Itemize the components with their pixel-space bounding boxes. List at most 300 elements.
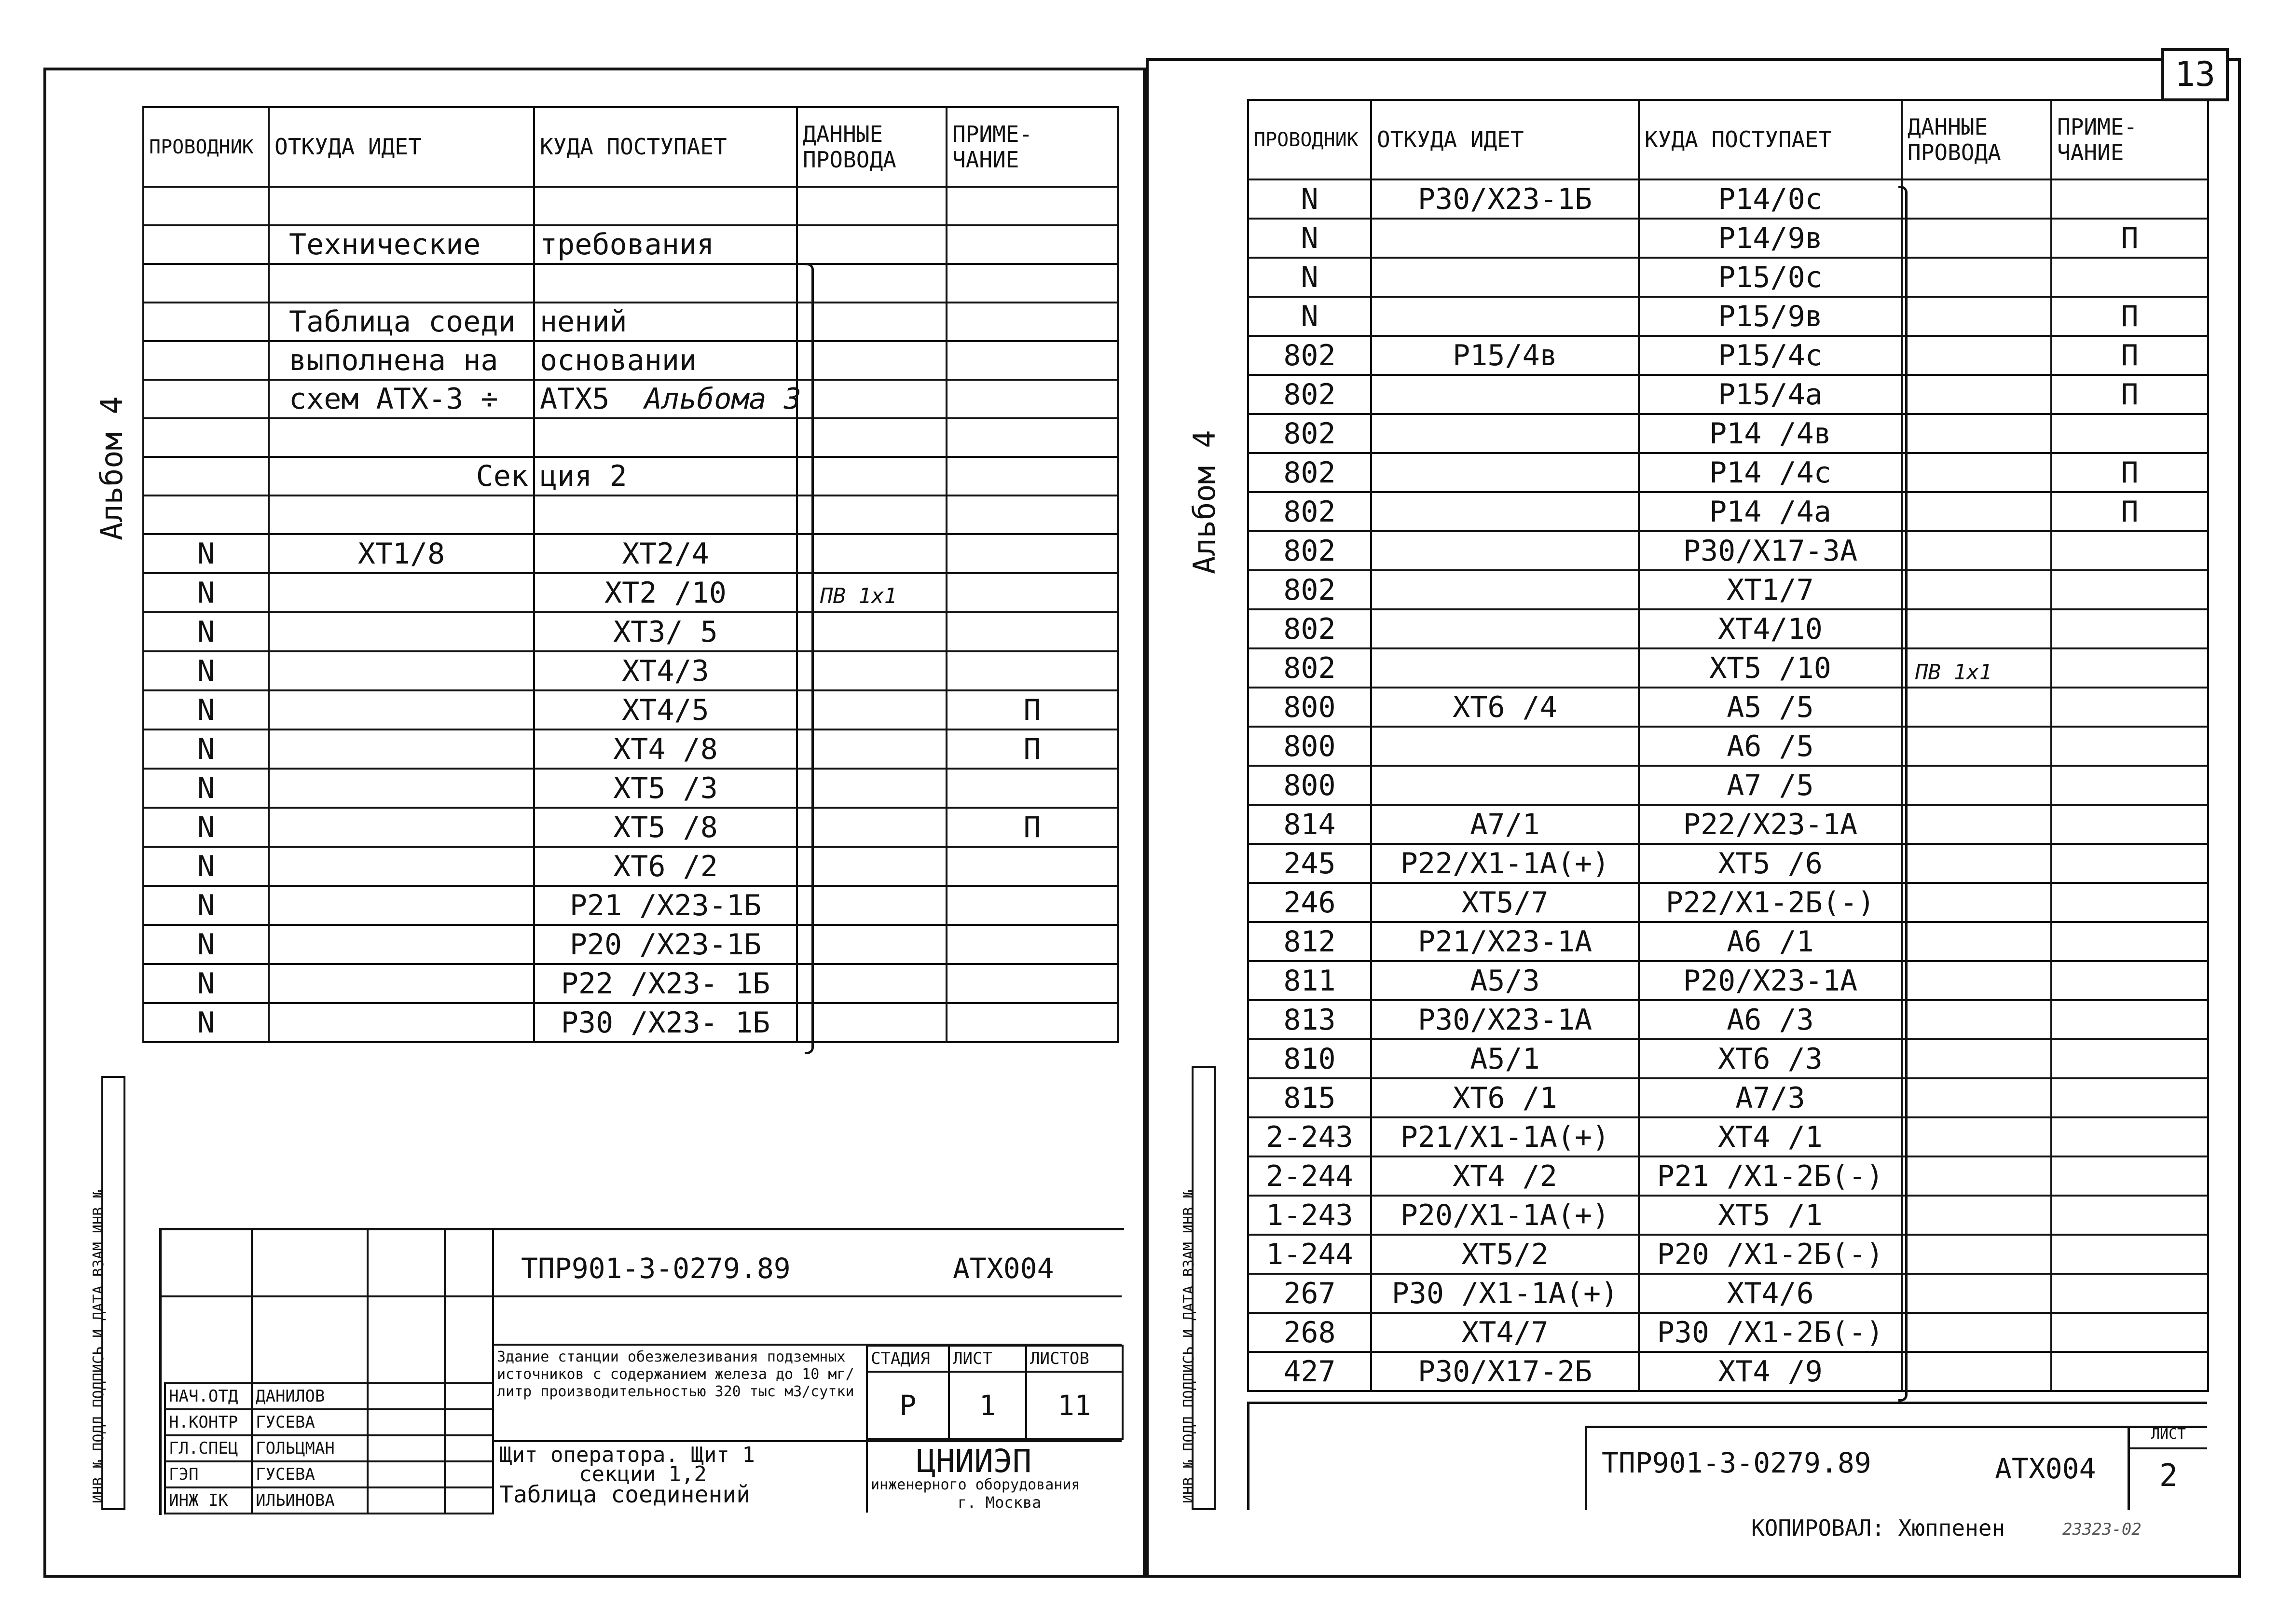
staff-date — [445, 1461, 493, 1487]
left-title-grid-h3 — [492, 1440, 1122, 1442]
table-row — [1248, 570, 2208, 609]
table-row — [1248, 414, 2208, 453]
note-cell — [2051, 688, 2208, 727]
left-stage-table — [866, 1345, 1124, 1440]
note-cell — [2051, 1156, 2208, 1196]
wire-data-cell — [1902, 1039, 2051, 1078]
wire-cell: 814 — [1248, 805, 1371, 844]
section-b: ция 2 — [534, 457, 797, 495]
header-wire-data: ДАННЫЕ ПРОВОДА — [797, 107, 947, 187]
wire-data-cell — [797, 534, 947, 573]
to-cell: ХТ4 /8 — [534, 729, 797, 769]
note-cell — [947, 1003, 1118, 1042]
left-drawing-title-3: Таблица соединений — [499, 1481, 751, 1508]
to-cell: ХТ5 /3 — [534, 769, 797, 808]
wire-cell: 427 — [1248, 1352, 1371, 1391]
archive-stamp: 23323-02 — [2062, 1520, 2142, 1539]
to-cell: ХТ5 /10 — [1639, 648, 1902, 688]
table-row — [1248, 1078, 2208, 1117]
tech-req-2: требования — [534, 225, 797, 264]
header-wire-data: ДАННЫЕ ПРОВОДА — [1902, 100, 2051, 179]
to-cell: ХТ4/3 — [534, 651, 797, 690]
to-cell: ХТ2/4 — [534, 534, 797, 573]
from-cell: ХТ4/7 — [1371, 1313, 1639, 1352]
wire-data-cell — [797, 964, 947, 1003]
wire-data-cell — [1902, 531, 2051, 570]
wire-cell: N — [143, 1003, 269, 1042]
to-cell: Р30 /Х23- 1Б — [534, 1003, 797, 1042]
from-cell — [1371, 570, 1639, 609]
wire-data-cell — [1902, 688, 2051, 727]
wire-data-cell — [797, 729, 947, 769]
from-cell: ХТ1/8 — [269, 534, 534, 573]
note-line1-b: нений — [534, 303, 797, 341]
note-cell — [2051, 922, 2208, 961]
wire-data-cell — [1902, 375, 2051, 414]
right-sheet-box — [2128, 1426, 2207, 1510]
wire-data-cell — [1902, 727, 2051, 766]
wire-data-cell — [1902, 922, 2051, 961]
to-cell: А7/3 — [1639, 1078, 1902, 1117]
to-cell: ХТ6 /2 — [534, 847, 797, 886]
from-cell — [269, 573, 534, 612]
table-row — [1248, 1039, 2208, 1078]
from-cell: Р15/4в — [1371, 336, 1639, 375]
header-note: ПРИМЕ- ЧАНИЕ — [2051, 100, 2208, 179]
wire-cell: 802 — [1248, 648, 1371, 688]
table-row — [1248, 297, 2208, 336]
note-cell — [2051, 766, 2208, 805]
from-cell: ХТ5/7 — [1371, 883, 1639, 922]
wire-data-cell — [797, 886, 947, 925]
wire-data-cell — [1902, 1352, 2051, 1391]
note-cell — [2051, 844, 2208, 883]
wire-data-cell — [1902, 336, 2051, 375]
note-line1-a: Таблица соеди — [269, 303, 534, 341]
section-a: Сек — [269, 457, 534, 495]
to-cell: ХТ2 /10 — [534, 573, 797, 612]
staff-role: Н.КОНТР — [165, 1409, 252, 1435]
right-header-row — [1248, 100, 2208, 179]
table-row — [143, 612, 1118, 651]
wire-data-cell — [1902, 1235, 2051, 1274]
note-line2-b: основании — [534, 341, 797, 380]
note-cell: П — [2051, 219, 2208, 258]
staff-signature — [368, 1383, 445, 1409]
to-cell: Р21 /Х1-2Б(-) — [1639, 1156, 1902, 1196]
wire-cell: N — [143, 964, 269, 1003]
wire-data-cell — [1902, 179, 2051, 219]
table-row — [1248, 179, 2208, 219]
wire-cell: 2-243 — [1248, 1117, 1371, 1156]
table-row — [143, 573, 1118, 612]
staff-role: НАЧ.ОТД — [165, 1383, 252, 1409]
wire-cell: 802 — [1248, 336, 1371, 375]
left-title-grid-v2 — [367, 1228, 369, 1382]
right-margin-strip: ИНВ № ПОДЛ ПОДПИСЬ И ДАТА ВЗАМ ИНВ № — [1192, 1066, 1216, 1510]
table-row — [1248, 1196, 2208, 1235]
table-row — [143, 925, 1118, 964]
to-cell: Р15/9в — [1639, 297, 1902, 336]
to-cell: Р14/0с — [1639, 179, 1902, 219]
staff-role: ГЭП — [165, 1461, 252, 1487]
from-cell: Р22/Х1-1А(+) — [1371, 844, 1639, 883]
left-title-grid-v4 — [492, 1228, 494, 1513]
wire-data-cell — [1902, 961, 2051, 1000]
to-cell: А6 /5 — [1639, 727, 1902, 766]
table-row — [1248, 922, 2208, 961]
wire-data-cell — [1902, 883, 2051, 922]
note-cell — [947, 612, 1118, 651]
left-doc-code: ТПР901-3-0279.89 — [521, 1252, 791, 1285]
copied-by: КОПИРОВАЛ: Хюппенен — [1751, 1515, 2005, 1541]
note-cell — [947, 769, 1118, 808]
to-cell: ХТ4/5 — [534, 690, 797, 729]
to-cell: ХТ4 /9 — [1639, 1352, 1902, 1391]
from-cell — [269, 847, 534, 886]
wire-data-cell — [1902, 766, 2051, 805]
staff-row — [165, 1487, 493, 1514]
wire-data-cell — [1902, 844, 2051, 883]
wire-cell: 812 — [1248, 922, 1371, 961]
left-project-text: Здание станции обезжелезивания подземных источников с содержанием железа до 10 мг/литр производительностью 320 тыс м3/сутки — [497, 1349, 854, 1400]
right-sheet-value: 2 — [2159, 1458, 2178, 1494]
sheets-value: 11 — [1026, 1372, 1123, 1439]
from-cell — [269, 808, 534, 847]
to-cell: Р20/Х23-1А — [1639, 961, 1902, 1000]
wire-cell: N — [143, 612, 269, 651]
left-org-divider — [866, 1440, 868, 1513]
table-row — [1248, 1000, 2208, 1039]
to-cell: ХТ1/7 — [1639, 570, 1902, 609]
to-cell: Р14 /4а — [1639, 492, 1902, 531]
wire-data-cell — [797, 651, 947, 690]
wire-cell: 813 — [1248, 1000, 1371, 1039]
right-wire-data: ПВ 1х1 — [1915, 660, 1992, 685]
left-title-grid-h1 — [159, 1295, 1122, 1297]
stage-value: Р — [867, 1372, 949, 1439]
left-margin-strip: ИНВ № ПОДЛ ПОДПИСЬ И ДАТА ВЗАМ ИНВ № — [101, 1076, 125, 1510]
to-cell: А6 /1 — [1639, 922, 1902, 961]
from-cell — [269, 925, 534, 964]
note-cell — [2051, 414, 2208, 453]
from-cell: А5/1 — [1371, 1039, 1639, 1078]
wire-cell: N — [1248, 258, 1371, 297]
wire-data-cell — [1902, 1078, 2051, 1117]
wire-data-cell — [1902, 1313, 2051, 1352]
wire-cell: 802 — [1248, 609, 1371, 648]
table-row — [1248, 1352, 2208, 1391]
wire-data-cell — [797, 808, 947, 847]
from-cell — [1371, 258, 1639, 297]
table-row — [1248, 648, 2208, 688]
from-cell — [1371, 766, 1639, 805]
to-cell: ХТ6 /3 — [1639, 1039, 1902, 1078]
left-connection-table — [142, 106, 1119, 1043]
staff-role: ГЛ.СПЕЦ — [165, 1435, 252, 1461]
left-org-2: инженерного оборудования — [871, 1476, 1080, 1493]
to-cell: Р14/9в — [1639, 219, 1902, 258]
to-cell: ХТ5 /1 — [1639, 1196, 1902, 1235]
from-cell — [1371, 219, 1639, 258]
from-cell: Р30/Х23-1А — [1371, 1000, 1639, 1039]
table-row — [143, 651, 1118, 690]
note-cell — [2051, 883, 2208, 922]
table-row — [143, 886, 1118, 925]
staff-date — [445, 1383, 493, 1409]
staff-name: ДАНИЛОВ — [252, 1383, 368, 1409]
wire-cell: N — [143, 808, 269, 847]
to-cell: ХТ5 /6 — [1639, 844, 1902, 883]
note-cell: П — [947, 690, 1118, 729]
from-cell: Р30 /Х1-1А(+) — [1371, 1274, 1639, 1313]
header-from: ОТКУДА ИДЕТ — [269, 107, 534, 187]
wire-data-cell — [1902, 1000, 2051, 1039]
wire-cell: 810 — [1248, 1039, 1371, 1078]
note-cell — [2051, 1274, 2208, 1313]
to-cell: Р21 /Х23-1Б — [534, 886, 797, 925]
wire-data-cell — [1902, 453, 2051, 492]
wire-cell: 802 — [1248, 531, 1371, 570]
from-cell — [269, 964, 534, 1003]
from-cell — [269, 729, 534, 769]
table-row — [143, 847, 1118, 886]
from-cell — [1371, 609, 1639, 648]
note-cell — [2051, 1000, 2208, 1039]
table-row — [1248, 1156, 2208, 1196]
note-cell — [947, 964, 1118, 1003]
from-cell: Р21/Х23-1А — [1371, 922, 1639, 961]
right-doc-code: ТПР901-3-0279.89 — [1602, 1446, 1871, 1479]
header-wire: ПРОВОДНИК — [1248, 100, 1371, 179]
wire-data-cell — [1902, 1117, 2051, 1156]
wire-cell: 802 — [1248, 570, 1371, 609]
staff-signature — [368, 1409, 445, 1435]
wire-cell: 800 — [1248, 766, 1371, 805]
note-cell — [2051, 1313, 2208, 1352]
tech-req-1: Технические — [269, 225, 534, 264]
from-cell — [269, 690, 534, 729]
wire-cell: N — [143, 729, 269, 769]
staff-row — [165, 1461, 493, 1487]
staff-name: ГУСЕВА — [252, 1409, 368, 1435]
page-number: 13 — [2174, 55, 2216, 94]
from-cell — [269, 886, 534, 925]
table-row — [1248, 1313, 2208, 1352]
to-cell: А7 /5 — [1639, 766, 1902, 805]
left-org-1: ЦНИИЭП — [917, 1443, 1032, 1480]
staff-row — [165, 1409, 493, 1435]
to-cell: Р20 /Х23-1Б — [534, 925, 797, 964]
to-cell: Р15/0с — [1639, 258, 1902, 297]
note-cell — [947, 534, 1118, 573]
left-org-3: г. Москва — [958, 1493, 1042, 1512]
table-row — [1248, 531, 2208, 570]
wire-data-cell — [797, 1003, 947, 1042]
note-cell — [947, 573, 1118, 612]
note-cell — [947, 651, 1118, 690]
note-cell — [2051, 609, 2208, 648]
sheets-label: ЛИСТОВ — [1026, 1346, 1123, 1372]
wire-cell: N — [143, 573, 269, 612]
table-row — [143, 1003, 1118, 1042]
table-row — [1248, 883, 2208, 922]
note-cell: П — [2051, 336, 2208, 375]
wire-cell: N — [143, 651, 269, 690]
wire-data-cell — [1902, 1274, 2051, 1313]
staff-signature — [368, 1487, 445, 1514]
note-cell — [2051, 1235, 2208, 1274]
wire-data-cell — [797, 690, 947, 729]
wire-cell: N — [143, 769, 269, 808]
from-cell — [1371, 727, 1639, 766]
from-cell — [269, 651, 534, 690]
wire-cell: 1-243 — [1248, 1196, 1371, 1235]
to-cell: Р14 /4с — [1639, 453, 1902, 492]
staff-signature — [368, 1461, 445, 1487]
table-row — [1248, 492, 2208, 531]
to-cell: ХТ4/6 — [1639, 1274, 1902, 1313]
wire-cell: 268 — [1248, 1313, 1371, 1352]
note-cell — [2051, 179, 2208, 219]
from-cell: ХТ4 /2 — [1371, 1156, 1639, 1196]
note-cell — [2051, 648, 2208, 688]
wire-cell: N — [143, 925, 269, 964]
note-cell: П — [2051, 453, 2208, 492]
from-cell — [1371, 492, 1639, 531]
wire-cell: N — [1248, 297, 1371, 336]
staff-name: ГОЛЬЦМАН — [252, 1435, 368, 1461]
table-row — [1248, 609, 2208, 648]
wire-cell: N — [143, 886, 269, 925]
note-cell — [2051, 727, 2208, 766]
staff-name: ИЛЬИНОВА — [252, 1487, 368, 1514]
from-cell — [1371, 375, 1639, 414]
wire-data-cell — [1902, 1156, 2051, 1196]
right-connection-table — [1247, 99, 2209, 1392]
header-note: ПРИМЕ- ЧАНИЕ — [947, 107, 1118, 187]
staff-date — [445, 1487, 493, 1514]
from-cell: ХТ5/2 — [1371, 1235, 1639, 1274]
wire-cell: N — [143, 690, 269, 729]
wire-cell: 245 — [1248, 844, 1371, 883]
wire-data-cell — [1902, 258, 2051, 297]
wire-cell: 802 — [1248, 375, 1371, 414]
from-cell — [269, 1003, 534, 1042]
wire-data-cell — [1902, 1196, 2051, 1235]
staff-row — [165, 1435, 493, 1461]
header-wire: ПРОВОДНИК — [143, 107, 269, 187]
from-cell — [269, 769, 534, 808]
from-cell — [1371, 453, 1639, 492]
from-cell — [1371, 414, 1639, 453]
left-staff-table — [164, 1382, 494, 1514]
left-title-grid-v3 — [444, 1228, 446, 1382]
wire-data-cell — [797, 769, 947, 808]
wire-data-cell — [1902, 297, 2051, 336]
to-cell: Р30/Х17-3А — [1639, 531, 1902, 570]
to-cell: ХТ4/10 — [1639, 609, 1902, 648]
table-row — [1248, 258, 2208, 297]
table-row — [1248, 805, 2208, 844]
note-cell — [2051, 1117, 2208, 1156]
to-cell: ХТ4 /1 — [1639, 1117, 1902, 1156]
note-cell — [2051, 1078, 2208, 1117]
table-row — [1248, 336, 2208, 375]
table-row — [143, 808, 1118, 847]
table-row — [143, 769, 1118, 808]
to-cell: Р15/4а — [1639, 375, 1902, 414]
wire-cell: 802 — [1248, 414, 1371, 453]
stage-label: СТАДИЯ — [867, 1346, 949, 1372]
to-cell: ХТ5 /8 — [534, 808, 797, 847]
right-sheet-label: ЛИСТ — [2130, 1426, 2207, 1449]
wire-cell: 800 — [1248, 727, 1371, 766]
staff-signature — [368, 1435, 445, 1461]
wire-cell: 1-244 — [1248, 1235, 1371, 1274]
wire-cell: N — [1248, 219, 1371, 258]
from-cell: ХТ6 /4 — [1371, 688, 1639, 727]
note-line3-b: АТХ5 — [540, 382, 610, 416]
wire-data-cell — [1902, 805, 2051, 844]
wire-cell: N — [143, 847, 269, 886]
staff-role: ИНЖ ІК — [165, 1487, 252, 1514]
table-row — [1248, 375, 2208, 414]
wire-data-cell — [797, 925, 947, 964]
staff-name: ГУСЕВА — [252, 1461, 368, 1487]
to-cell: Р20 /Х1-2Б(-) — [1639, 1235, 1902, 1274]
table-row — [143, 534, 1118, 573]
table-row — [143, 964, 1118, 1003]
header-to: КУДА ПОСТУПАЕТ — [534, 107, 797, 187]
right-album-label: Альбом 4 — [1187, 430, 1222, 574]
from-cell: Р21/Х1-1А(+) — [1371, 1117, 1639, 1156]
wire-data-cell — [1902, 414, 2051, 453]
right-wire-brace — [1898, 186, 1908, 1402]
note-cell — [2051, 258, 2208, 297]
from-cell — [1371, 648, 1639, 688]
note-cell — [2051, 531, 2208, 570]
wire-cell: 800 — [1248, 688, 1371, 727]
note-line3-c: Альбома 3 — [644, 382, 801, 416]
from-cell — [269, 612, 534, 651]
wire-cell: 267 — [1248, 1274, 1371, 1313]
note-cell: П — [947, 808, 1118, 847]
wire-cell: 2-244 — [1248, 1156, 1371, 1196]
table-row — [1248, 844, 2208, 883]
to-cell: Р22/Х23-1А — [1639, 805, 1902, 844]
staff-date — [445, 1435, 493, 1461]
wire-cell: 815 — [1248, 1078, 1371, 1117]
sheet-label: ЛИСТ — [949, 1346, 1026, 1372]
wire-cell: N — [143, 534, 269, 573]
table-row — [1248, 961, 2208, 1000]
wire-data-cell — [1902, 609, 2051, 648]
left-drawing-title-1: Щит оператора. Щит 1 — [499, 1443, 755, 1467]
note-cell: П — [2051, 492, 2208, 531]
table-row — [1248, 727, 2208, 766]
note-cell — [2051, 1352, 2208, 1391]
sheet-value: 1 — [949, 1372, 1026, 1439]
note-cell — [947, 847, 1118, 886]
table-row — [1248, 688, 2208, 727]
page-number-box — [2161, 48, 2229, 101]
to-cell: Р14 /4в — [1639, 414, 1902, 453]
note-cell: П — [2051, 297, 2208, 336]
table-row — [1248, 1117, 2208, 1156]
note-cell — [2051, 1196, 2208, 1235]
to-cell: Р30 /Х1-2Б(-) — [1639, 1313, 1902, 1352]
